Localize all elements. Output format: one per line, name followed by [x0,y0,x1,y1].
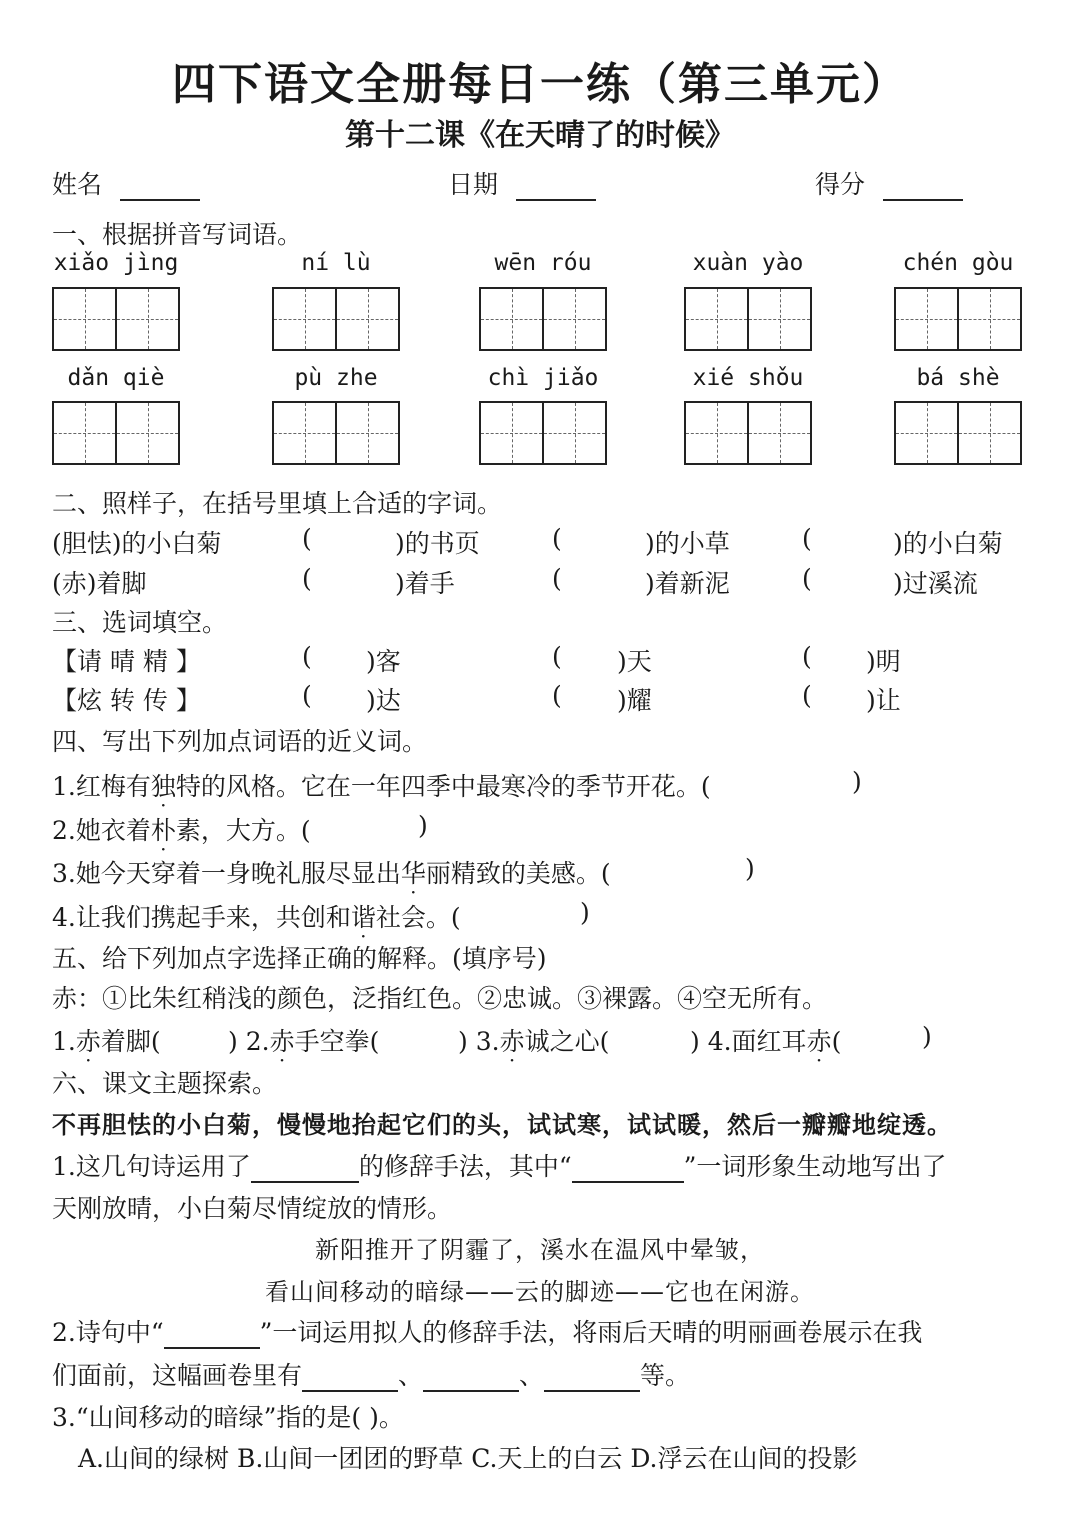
pinyin-label: xuàn yào [692,250,804,276]
open-paren[interactable]: ( [802,642,812,671]
section-5-heading: 五、给下列加点字选择正确的解释。(填序号) [52,944,547,973]
pinyin-label: pù zhe [294,365,378,391]
open-paren[interactable]: ( [552,642,562,671]
definition-line: 赤：①比朱红稍浅的颜色，泛指红色。②忠诚。③裸露。④空无所有。 [52,984,828,1013]
section-6-heading: 六、课文主题探索。 [52,1069,278,1098]
writing-grid[interactable] [272,401,400,465]
answer-blank[interactable] [423,1366,519,1392]
dotted-char: 独 [150,772,176,801]
open-paren[interactable]: ( [302,681,312,710]
date-label: 日期 [448,170,499,199]
dotted-char: 赤 [269,1027,295,1056]
open-paren[interactable]: ( [552,524,562,553]
poem-line: 看山间移动的暗绿——云的脚迹——它也在闲游。 [265,1278,815,1306]
name-field [52,165,200,201]
meaning-question: ) 3.赤诚之心( [458,1027,610,1056]
fill-phrase: )耀 [617,686,652,715]
theme-question-1: 1.这几句诗运用了 的修辞手法，其中“ ”一词形象生动地写出了 [52,1152,947,1181]
score-label: 得分 [815,170,866,199]
fill-phrase: )天 [617,647,652,676]
answer-blank[interactable] [572,1157,684,1183]
pinyin-label: ní lù [301,250,371,276]
theme-question-2: 2.诗句中“ ”一词运用拟人的修辞手法，将雨后天晴的明丽画卷展示在我 [52,1318,923,1347]
synonym-question: 1.红梅有独特的风格。它在一年四季中最寒冷的季节开花。( [52,772,711,801]
poem-excerpt: 不再胆怯的小白菊，慢慢地抬起它们的头，试试寒，试试暖，然后一瓣瓣地绽透。 [52,1111,952,1139]
pinyin-label: chén gòu [902,250,1014,276]
section-1-heading: 一、根据拼音写词语。 [52,220,303,249]
section-4-heading: 四、写出下列加点词语的近义词。 [52,727,428,756]
writing-grid[interactable] [894,287,1022,351]
fill-phrase: )着新泥 [645,569,730,598]
writing-grid[interactable] [684,401,812,465]
writing-grid[interactable] [684,287,812,351]
close-paren: ) [418,811,428,840]
open-paren[interactable]: ( [302,564,312,593]
word-group: 【请 晴 精 】 [52,647,201,676]
word-group: 【炫 转 传 】 [52,686,201,715]
meaning-question: ) 2.赤手空拳( [228,1027,380,1056]
open-paren[interactable]: ( [802,681,812,710]
close-paren: ) [580,898,590,927]
fill-phrase: )着手 [395,569,455,598]
writing-grid[interactable] [894,401,1022,465]
date-blank[interactable] [516,175,596,201]
page-title: 四下语文全册每日一练（第三单元） [172,59,908,110]
close-paren: ) [745,854,755,883]
theme-question-1-cont: 天刚放晴，小白菊尽情绽放的情形。 [52,1194,453,1223]
date-field [448,165,596,201]
lesson-subtitle: 第十二课《在天晴了的时候》 [345,118,735,153]
section-3-heading: 三、选词填空。 [52,608,228,637]
close-paren: ) [922,1022,932,1051]
dotted-char: 赤 [499,1027,525,1056]
dotted-char: 谐 [350,903,376,932]
example-phrase: (胆怯)的小白菊 [52,529,222,558]
poem-line: 新阳推开了阴霾了，溪水在温风中晕皱， [315,1236,765,1264]
dotted-char: 赤 [806,1027,832,1056]
answer-blank[interactable] [544,1366,640,1392]
answer-blank[interactable] [251,1157,359,1183]
pinyin-label: chì jiǎo [487,365,599,391]
pinyin-label: bá shè [916,365,1000,391]
example-phrase: (赤)着脚 [52,569,147,598]
synonym-question: 3.她今天穿着一身晚礼服尽显出华丽精致的美感。( [52,859,611,888]
open-paren[interactable]: ( [552,564,562,593]
theme-question-3: 3.“山间移动的暗绿”指的是( )。 [52,1403,404,1432]
meaning-question: ) 4.面红耳赤( [690,1027,842,1056]
open-paren[interactable]: ( [552,681,562,710]
name-label: 姓名 [52,170,103,199]
answer-options[interactable]: A.山间的绿树 B.山间一团团的野草 C.天上的白云 D.浮云在山间的投影 [78,1444,858,1473]
fill-phrase: )的小草 [645,529,730,558]
writing-grid[interactable] [52,401,180,465]
name-blank[interactable] [120,175,200,201]
open-paren[interactable]: ( [302,524,312,553]
answer-blank[interactable] [164,1323,260,1349]
dotted-char: 华 [400,859,426,888]
writing-grid[interactable] [479,287,607,351]
meaning-question: 1.赤着脚( [52,1027,161,1056]
score-field [815,165,963,201]
theme-question-2-cont: 们面前，这幅画卷里有 、 、 等。 [52,1361,691,1390]
writing-grid[interactable] [52,287,180,351]
pinyin-label: xiǎo jìng [53,250,179,276]
pinyin-label: wēn róu [494,250,592,276]
section-2-heading: 二、照样子，在括号里填上合适的字词。 [52,489,503,518]
fill-phrase: )的书页 [395,529,480,558]
open-paren[interactable]: ( [802,524,812,553]
pinyin-label: dǎn qiè [67,365,165,391]
dotted-char: 赤 [75,1027,101,1056]
fill-phrase: )达 [366,686,401,715]
pinyin-label: xié shǒu [692,365,804,391]
writing-grid[interactable] [479,401,607,465]
fill-phrase: )过溪流 [893,569,978,598]
fill-phrase: )的小白菊 [893,529,1003,558]
open-paren[interactable]: ( [302,642,312,671]
fill-phrase: )客 [366,647,401,676]
close-paren: ) [852,767,862,796]
synonym-question: 2.她衣着朴素，大方。( [52,816,311,845]
score-blank[interactable] [883,175,963,201]
fill-phrase: )明 [866,647,901,676]
open-paren[interactable]: ( [802,564,812,593]
writing-grid[interactable] [272,287,400,351]
synonym-question: 4.让我们携起手来，共创和谐社会。( [52,903,461,932]
answer-blank[interactable] [302,1366,398,1392]
fill-phrase: )让 [866,686,901,715]
dotted-char: 朴 [150,816,176,845]
